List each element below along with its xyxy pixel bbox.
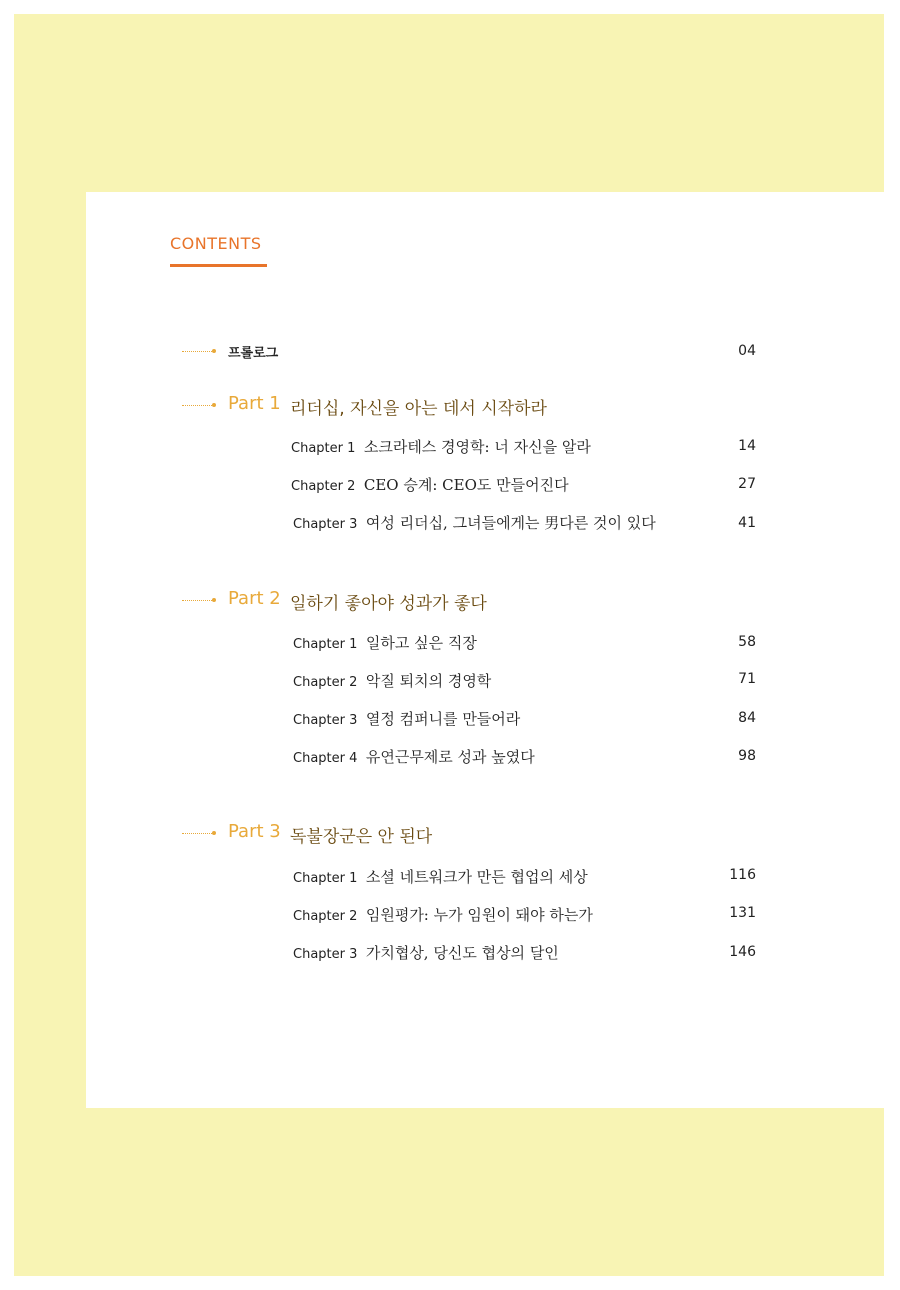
part2-chapter3 [293,708,520,729]
part2-chapter4-page: 98 [738,748,756,764]
part2-chapter2-page: 71 [738,671,756,687]
part3-label: Part 3 [228,821,281,842]
prologue-leader-dots [182,351,212,352]
chapter-label: Chapter 1 [291,441,356,456]
part2-chapter1 [293,632,477,653]
part1-chapter1 [291,436,591,457]
chapter-title: 여성 리더십, 그녀들에게는 男다른 것이 있다 [365,514,656,532]
chapter-title: CEO 승계: CEO도 만들어진다 [363,476,569,494]
part2-label: Part 2 [228,588,281,609]
part1-chapter3 [293,512,656,533]
part3-leader-dots [182,833,212,834]
part3-chapter2-page: 131 [729,905,756,921]
part2-chapter3-page: 84 [738,710,756,726]
part1-leader-dots [182,405,212,406]
part1-label: Part 1 [228,393,281,414]
part2-chapter2 [293,670,491,691]
chapter-title: 가치협상, 당신도 협상의 달인 [365,944,559,962]
part3-bullet [212,831,216,835]
contents-underline [170,264,267,267]
part3-chapter1-page: 116 [729,867,756,883]
part1-chapter1-page: 14 [738,438,756,454]
part1-chapter2-page: 27 [738,476,756,492]
chapter-label: Chapter 4 [293,751,358,766]
prologue-bullet [212,349,216,353]
part3-chapter3 [293,942,559,963]
prologue-page: 04 [738,343,756,359]
chapter-label: Chapter 2 [293,675,358,690]
chapter-label: Chapter 3 [293,517,358,532]
prologue-label: 프롤로그 [228,346,279,361]
part2-title: 일하기 좋아야 성과가 좋다 [290,594,487,614]
contents-heading: CONTENTS [170,234,262,253]
part3-chapter1 [293,866,588,887]
chapter-title: 소셜 네트워크가 만든 협업의 세상 [365,868,588,886]
chapter-label: Chapter 3 [293,947,358,962]
part3-chapter3-page: 146 [729,944,756,960]
chapter-title: 열정 컴퍼니를 만들어라 [365,710,521,728]
chapter-title: 임원평가: 누가 임원이 돼야 하는가 [365,906,593,924]
contents-panel [86,192,884,1108]
chapter-title: 유연근무제로 성과 높였다 [365,748,535,766]
chapter-label: Chapter 3 [293,713,358,728]
part3-title: 독불장군은 안 된다 [290,827,433,847]
chapter-label: Chapter 2 [293,909,358,924]
chapter-title: 악질 퇴치의 경영학 [365,672,492,690]
part1-chapter3-page: 41 [738,515,756,531]
chapter-label: Chapter 1 [293,871,358,886]
part1-chapter2 [291,474,569,495]
chapter-label: Chapter 2 [291,479,356,494]
part2-chapter4 [293,746,535,767]
part1-title: 리더십, 자신을 아는 데서 시작하라 [290,399,547,419]
chapter-label: Chapter 1 [293,637,358,652]
part1-bullet [212,403,216,407]
part2-bullet [212,598,216,602]
chapter-title: 일하고 싶은 직장 [365,634,477,652]
part3-chapter2 [293,904,593,925]
chapter-title: 소크라테스 경영학: 너 자신을 알라 [363,438,591,456]
part2-leader-dots [182,600,212,601]
part2-chapter1-page: 58 [738,634,756,650]
